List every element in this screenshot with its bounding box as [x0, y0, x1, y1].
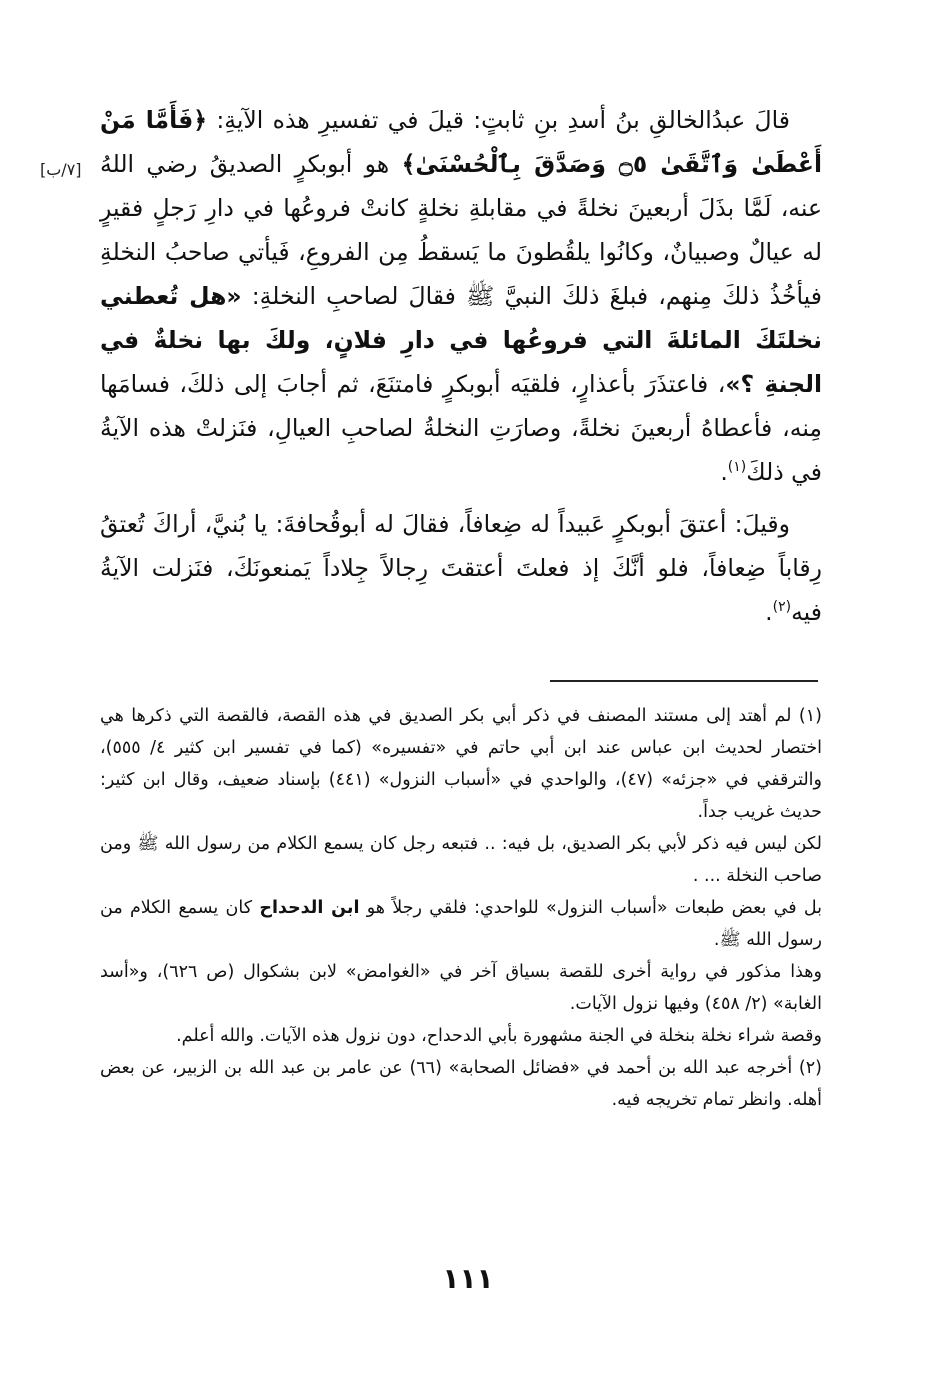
quran-verse: ﴿فَأَمَّا مَنْ أَعْطَىٰ وَٱتَّقَىٰ ۝٥ وَصَدَّقَ بِٱلْحُسْنَىٰ﴾ — [100, 106, 822, 178]
footnote-ref-1: (١) — [727, 459, 747, 476]
footnote-ref-2: (٢) — [772, 599, 792, 616]
manuscript-folio-marker: [٧/ب] — [40, 160, 82, 179]
paragraph-2-stop: . — [765, 598, 773, 626]
footnote-1-part-a: (١) لم أهتد إلى مستند المصنف في ذكر أبي بكر الصديق في هذه القصة، فالقصة التي ذكرها هي اختصار لحديث ابن عباس عند ابن أبي حاتم في «تفسيره» (كما في تفسير ابن كثير ٤/ ٥٥٥)، والترقفي في «جزئه» (٤٧)، والواحدي في «أسباب النزول» (٤٤١) بإسناد ضعيف، وقال ابن كثير: حديث غريب جداً. — [100, 706, 822, 822]
paragraph-2 — [100, 502, 822, 634]
footnote-1-part-b: لكن ليس فيه ذكر لأبي بكر الصديق، بل فيه: .. فتبعه رجل كان يسمع الكلام من رسول الله ﷺ ومن صاحب النخلة ... . — [100, 834, 822, 886]
page-number: ١١١ — [442, 1262, 494, 1295]
hadith-quote: «هل تُعطني نخلتَكَ المائلةَ التي فروعُها في دارِ فلانٍ، ولكَ بها نخلةٌ في الجنةِ ؟» — [100, 282, 823, 398]
footnote-1-part-c-pre: بل في بعض طبعات «أسباب النزول» للواحدي: فلقي رجلاً هو — [359, 898, 822, 918]
footnote-1-part-c-name: ابن الدحداح — [259, 898, 360, 918]
footnote-1-part-e: وقصة شراء نخلة بنخلة في الجنة مشهورة بأبي الدحداح، دون نزول هذه الآيات. والله أعلم. — [176, 1026, 822, 1046]
footnote-separator — [550, 680, 818, 682]
paragraph-1 — [100, 98, 822, 494]
footnote-1-part-d: وهذا مذكور في رواية أخرى للقصة بسياق آخر في «الغوامض» لابن بشكوال (ص ٦٢٦)، و«أسد الغابة» (٢/ ٤٥٨) وفيها نزول الآيات. — [100, 962, 822, 1014]
footnote-2: (٢) أخرجه عبد الله بن أحمد في «فضائل الصحابة» (٦٦) عن عامر بن عبد الله بن الزبير، عن بعض أهله. وانظر تمام تخريجه فيه. — [100, 1058, 822, 1110]
paragraph-1-end: ، فاعتذَرَ بأعذارٍ، فلقيَه أبوبكرٍ فامتنَعَ، ثم أجابَ إلى ذلكَ، فسامَها مِنه، فأعطاهُ أربعينَ نخلةً، وصارَتِ النخلةُ لصاحبِ العيالِ، فنَزلتْ هذه الآيةُ في ذلكَ — [100, 370, 822, 486]
paragraph-1-intro: قالَ عبدُالخالقِ بنُ أسدِ بنِ ثابتٍ: قيلَ في تفسيرِ هذه الآيةِ: — [207, 106, 791, 134]
main-text — [100, 98, 822, 634]
footnote-1-part-c — [100, 892, 822, 956]
paragraph-2-body: وقيلَ: أعتقَ أبوبكرٍ عَبيداً له ضِعافاً، فقالَ له أبوقُحافةَ: يا بُنيَّ، أراكَ تُعتقُ رِقاباً ضِعافاً، فلو أنَّكَ إذ فعلتَ أعتقتَ رِجالاً جِلاداً يَمنعونَكَ، فنَزلت الآيةُ فيه — [100, 510, 822, 626]
footnotes — [100, 700, 822, 1116]
paragraph-1-stop: . — [720, 458, 728, 486]
footnote-1-part-c-post: كان يسمع الكلام من رسول الله ﷺ. — [100, 898, 822, 950]
paragraph-1-body: هو أبوبكرٍ الصديقُ رضي اللهُ عنه، لَمَّا بذَلَ أربعينَ نخلةً في مقابلةِ نخلةٍ كانتْ فروعُها في دارِ رَجلٍ فقيرٍ له عيالٌ وصبيانٌ، وكانُوا يلقُطونَ ما يَسقطُ مِن الفروعِ، فَيأتي صاحبُ النخلةِ فيأخُذُ ذلكَ مِنهم، فبلغَ ذلكَ النبيَّ ﷺ فقالَ لصاحبِ النخلةِ: — [100, 150, 822, 310]
